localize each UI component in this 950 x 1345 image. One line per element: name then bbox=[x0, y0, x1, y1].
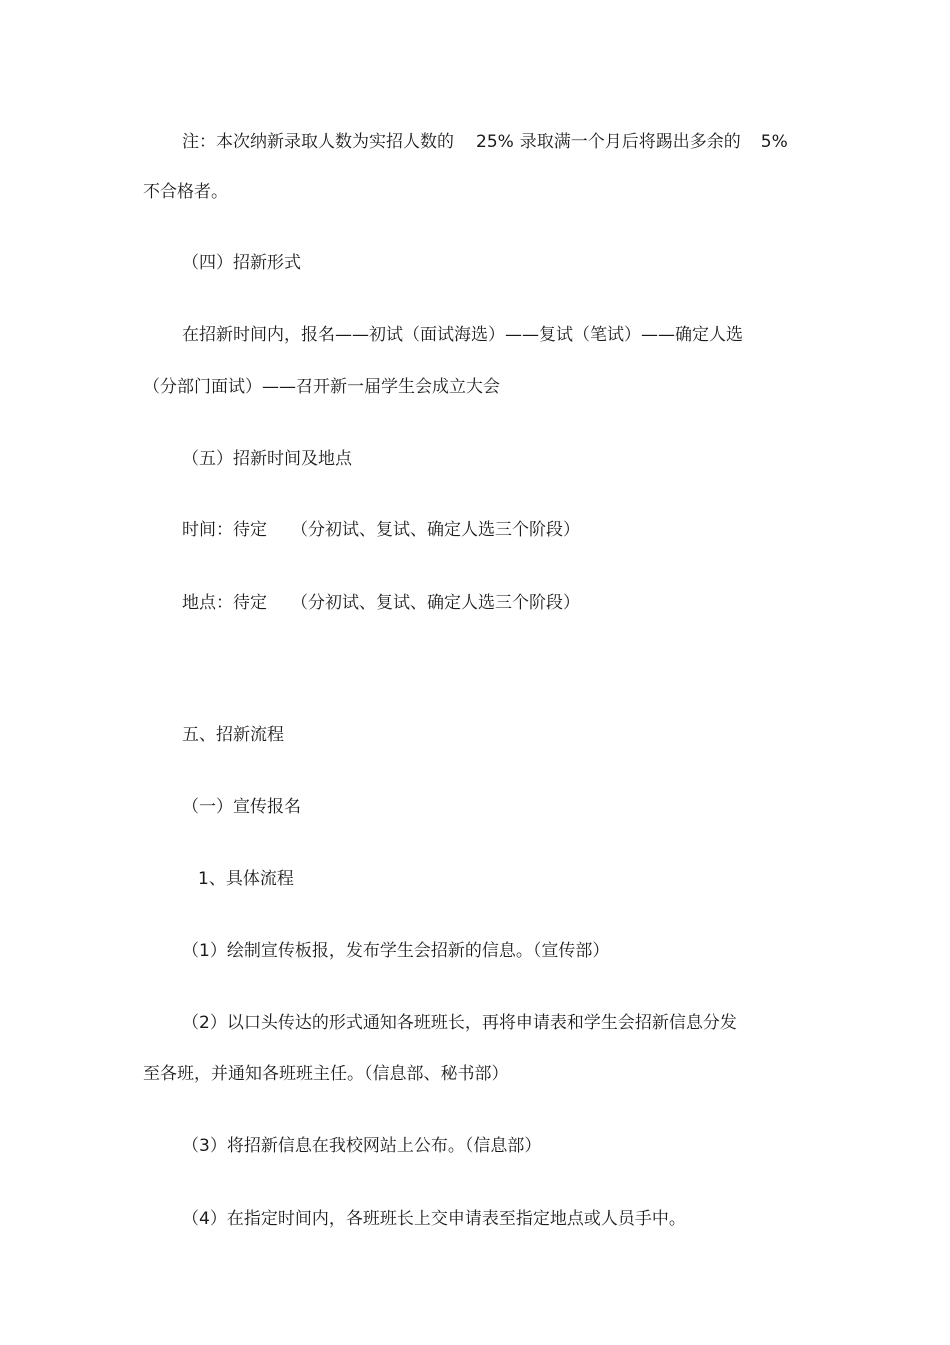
step-2-line-2: 至各班，并通知各班班主任。（信息部、秘书部） bbox=[143, 1064, 509, 1084]
time-label: 时间：待定 bbox=[182, 520, 267, 540]
note-percent-5: 5% bbox=[760, 132, 788, 152]
step-2-line-1: （2）以口头传达的形式通知各班班长，再将申请表和学生会招新信息分发 bbox=[182, 1013, 737, 1033]
step-1: （1）绘制宣传板报，发布学生会招新的信息。（宣传部） bbox=[182, 941, 610, 961]
note-line-1 bbox=[182, 131, 788, 153]
chapter-5-title: 五、招新流程 bbox=[182, 725, 284, 745]
time-detail: （分初试、复试、确定人选三个阶段） bbox=[291, 520, 580, 540]
time-line bbox=[182, 519, 580, 541]
item-1-title: 1、具体流程 bbox=[198, 869, 294, 889]
step-3: （3）将招新信息在我校网站上公布。（信息部） bbox=[182, 1136, 542, 1156]
note-text-part2: 录取满一个月后将踢出多余的 bbox=[519, 132, 741, 152]
note-line-2: 不合格者。 bbox=[143, 182, 228, 202]
form-paragraph-line-2: （分部门面试）——召开新一届学生会成立大会 bbox=[143, 377, 500, 397]
note-text-part1: 注：本次纳新录取人数为实招人数的 bbox=[182, 132, 454, 152]
place-label: 地点：待定 bbox=[182, 593, 267, 613]
section-4-title: （四）招新形式 bbox=[182, 253, 301, 273]
place-detail: （分初试、复试、确定人选三个阶段） bbox=[291, 593, 580, 613]
note-percent-25: 25% bbox=[476, 132, 514, 152]
place-line bbox=[182, 592, 580, 614]
step-4: （4）在指定时间内，各班班长上交申请表至指定地点或人员手中。 bbox=[182, 1209, 686, 1229]
form-paragraph-line-1: 在招新时间内，报名——初试（面试海选）——复试（笔试）——确定人选 bbox=[182, 325, 743, 345]
section-5-title: （五）招新时间及地点 bbox=[182, 449, 352, 469]
subsection-1-title: （一）宣传报名 bbox=[182, 797, 301, 817]
